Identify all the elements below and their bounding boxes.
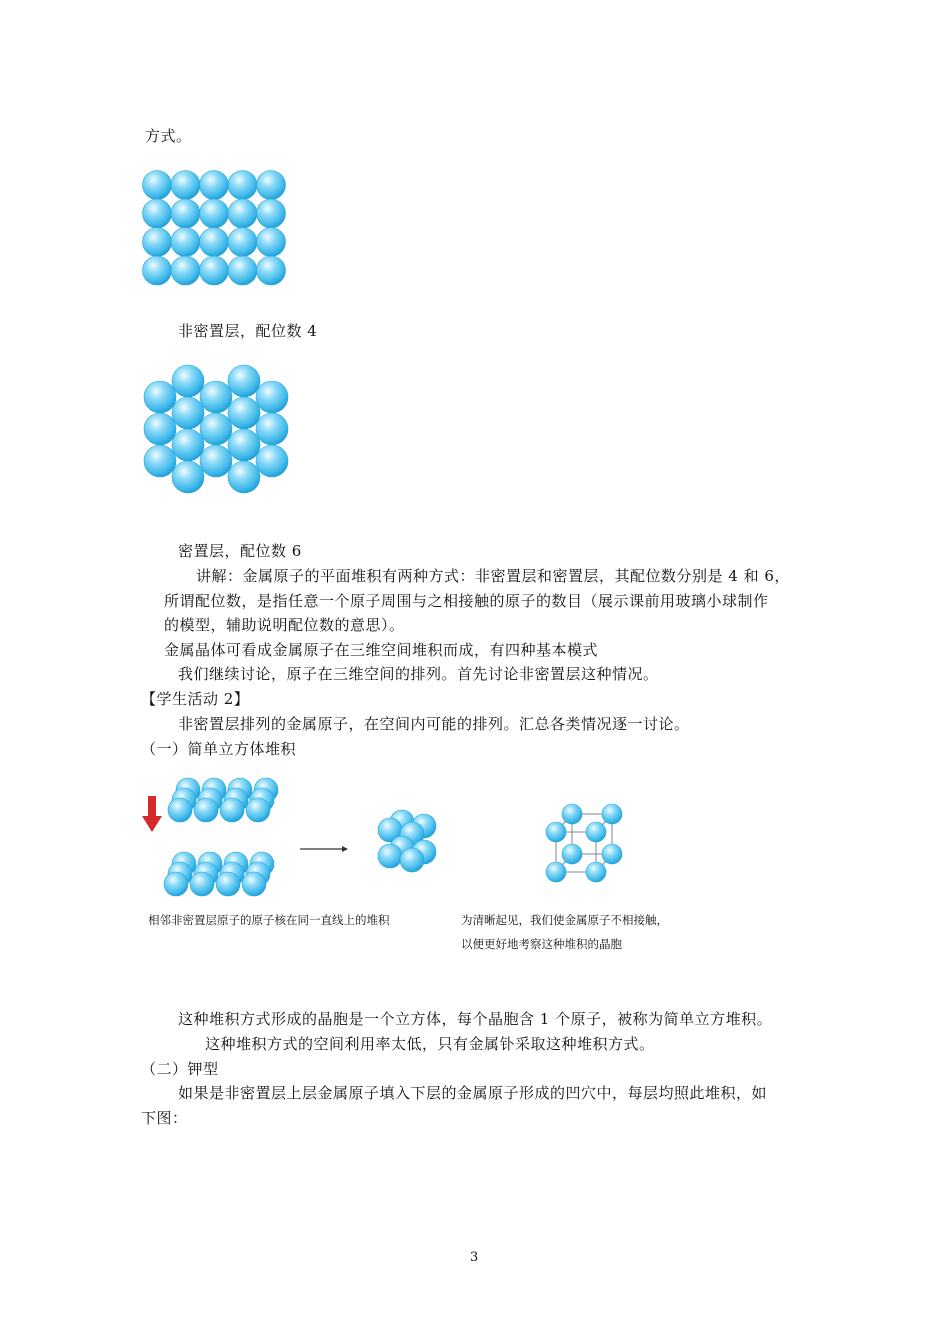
atom-sphere — [256, 445, 288, 477]
atom-sphere — [228, 256, 257, 285]
atom-sphere — [172, 429, 204, 461]
paragraph-line: 这种堆积方式的空间利用率太低，只有金属钋采取这种堆积方式。 — [205, 1035, 655, 1053]
atom-sphere — [257, 256, 286, 285]
section-heading-activity: 【学生活动 2】 — [141, 690, 250, 708]
atom-sphere — [143, 256, 172, 285]
atom-sphere — [143, 171, 172, 200]
atom-sphere — [257, 228, 286, 257]
paragraph-line: 我们继续讨论，原子在三维空间的排列。首先讨论非密置层这种情况。 — [178, 665, 659, 683]
atom-sphere — [228, 228, 257, 257]
atom-sphere — [602, 804, 622, 824]
figure-caption-unit-cell: 以便更好地考察这种堆积的晶胞 — [461, 937, 622, 951]
atom-sphere — [168, 798, 192, 822]
atom-sphere — [586, 822, 606, 842]
atom-sphere — [190, 872, 214, 896]
atom-sphere — [172, 397, 204, 429]
section-heading-simple-cubic: （一）简单立方体堆积 — [141, 740, 297, 758]
paragraph-line: 非密置层排列的金属原子，在空间内可能的排列。汇总各类情况逐一讨论。 — [178, 715, 690, 733]
atom-sphere — [172, 365, 204, 397]
close-packed-layer-figure — [142, 364, 292, 494]
atom-sphere — [546, 862, 566, 882]
atom-sphere — [200, 256, 229, 285]
atom-sphere — [200, 445, 232, 477]
paragraph-line: 所谓配位数，是指任意一个原子周围与之相接触的原子的数目（展示课前用玻璃小球制作 — [164, 592, 769, 610]
atom-sphere — [171, 199, 200, 228]
atom-sphere — [171, 228, 200, 257]
atom-sphere — [171, 256, 200, 285]
atom-sphere — [228, 461, 260, 493]
atom-sphere — [228, 171, 257, 200]
atom-sphere — [144, 413, 176, 445]
paragraph-line: 下图： — [141, 1109, 188, 1127]
atom-sphere — [171, 171, 200, 200]
paragraph-line: 金属晶体可看成金属原子在三维空间堆积而成，有四种基本模式 — [164, 641, 599, 659]
atom-sphere — [172, 461, 204, 493]
atom-sphere — [256, 413, 288, 445]
atom-sphere — [546, 822, 566, 842]
atom-sphere — [228, 199, 257, 228]
atom-sphere — [143, 228, 172, 257]
atom-sphere — [257, 199, 286, 228]
atom-sphere — [400, 848, 424, 872]
page-number: 3 — [470, 1250, 479, 1265]
figure-caption-non-close-packed: 非密置层，配位数 4 — [178, 322, 318, 340]
atom-sphere — [228, 429, 260, 461]
atom-sphere — [200, 171, 229, 200]
atom-sphere — [562, 804, 582, 824]
figure-caption-close-packed: 密置层，配位数 6 — [178, 542, 302, 560]
atom-sphere — [228, 365, 260, 397]
atom-sphere — [228, 397, 260, 429]
paragraph-line: 讲解：金属原子的平面堆积有两种方式：非密置层和密置层，其配位数分别是 4 和 6， — [196, 567, 790, 585]
simple-cubic-cluster-figure — [372, 808, 438, 870]
text-line: 方式。 — [145, 127, 192, 145]
atom-sphere — [143, 199, 172, 228]
paragraph-line: 如果是非密置层上层金属原子填入下层的金属原子形成的凹穴中，每层均照此堆积，如 — [178, 1084, 768, 1102]
figure-caption-stacking: 相邻非密置层原子的原子核在同一直线上的堆积 — [148, 913, 390, 927]
atom-sphere — [257, 171, 286, 200]
atom-sphere — [220, 798, 244, 822]
atom-sphere — [562, 844, 582, 864]
atom-sphere — [144, 381, 176, 413]
atom-sphere — [144, 445, 176, 477]
atom-sphere — [378, 844, 402, 868]
atom-sphere — [200, 413, 232, 445]
atom-sphere — [194, 798, 218, 822]
arrow-down-icon — [142, 796, 162, 834]
atom-sphere — [164, 872, 188, 896]
non-close-packed-layer-figure — [142, 170, 290, 288]
paragraph-line: 的模型，辅助说明配位数的意思）。 — [164, 616, 405, 634]
atom-sphere — [200, 228, 229, 257]
arrow-right-icon — [300, 844, 350, 854]
atom-sphere — [602, 844, 622, 864]
atom-sphere — [586, 862, 606, 882]
simple-cubic-unit-cell-figure — [542, 800, 628, 884]
atom-sphere — [216, 872, 240, 896]
section-heading-potassium-type: （二）钾型 — [141, 1060, 219, 1078]
atom-sphere — [246, 798, 270, 822]
atom-sphere — [256, 381, 288, 413]
atom-sphere — [200, 199, 229, 228]
atom-sphere — [200, 381, 232, 413]
figure-caption-unit-cell: 为清晰起见，我们使金属原子不相接触， — [461, 913, 668, 927]
paragraph-line: 这种堆积方式形成的晶胞是一个立方体，每个晶胞含 1 个原子，被称为简单立方堆积。 — [178, 1010, 773, 1028]
atom-sphere — [242, 872, 266, 896]
